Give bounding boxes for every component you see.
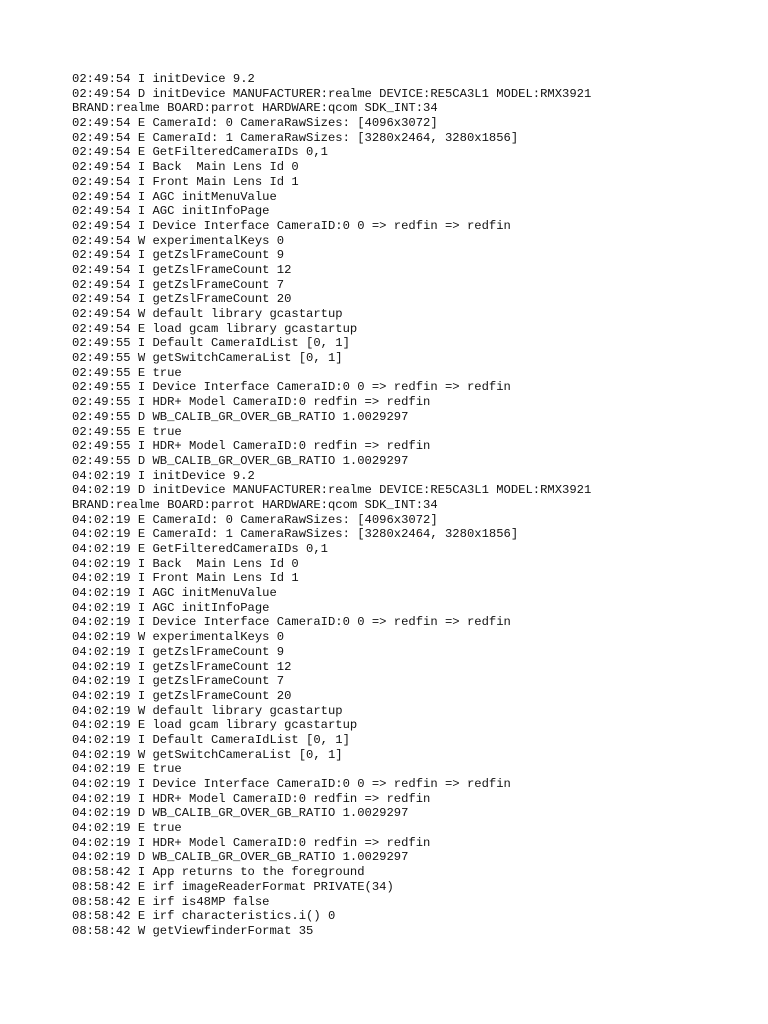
log-line: 04:02:19 W default library gcastartup [72, 703, 343, 718]
log-line: 02:49:55 E true [72, 365, 182, 380]
log-line: 04:02:19 E CameraId: 0 CameraRawSizes: [4096x3072] [72, 512, 438, 527]
log-line: 08:58:42 E irf characteristics.i() 0 [72, 909, 336, 924]
log-line: 02:49:54 I initDevice 9.2 [72, 72, 255, 86]
log-line: 02:49:54 I Back Main Lens Id 0 [72, 160, 299, 175]
log-line: 04:02:19 I getZslFrameCount 20 [72, 688, 292, 703]
log-line: 02:49:55 W getSwitchCameraList [0, 1] [72, 351, 343, 366]
log-line: 08:58:42 I App returns to the foreground [72, 865, 365, 880]
log-line: 02:49:54 E load gcam library gcastartup [72, 321, 358, 336]
log-line: 04:02:19 D WB_CALIB_GR_OVER_GB_RATIO 1.0029297 [72, 806, 409, 821]
log-line: 02:49:55 E true [72, 424, 182, 439]
log-line: 02:49:54 E GetFilteredCameraIDs 0,1 [72, 145, 328, 160]
log-line: 02:49:54 D initDevice MANUFACTURER:realme DEVICE:RE5CA3L1 MODEL:RMX3921 [72, 86, 592, 101]
log-line: 02:49:55 I HDR+ Model CameraID:0 redfin => redfin [72, 395, 431, 410]
log-line: 02:49:54 E CameraId: 0 CameraRawSizes: [4096x3072] [72, 116, 438, 131]
log-line: 04:02:19 E true [72, 821, 182, 836]
log-line: 04:02:19 W getSwitchCameraList [0, 1] [72, 747, 343, 762]
log-line: 02:49:54 I getZslFrameCount 20 [72, 292, 292, 307]
log-line: 02:49:54 W default library gcastartup [72, 307, 343, 321]
log-line: 08:58:42 E irf is48MP false [72, 894, 270, 909]
log-line: 04:02:19 W experimentalKeys 0 [72, 630, 285, 645]
log-line: 02:49:54 I Device Interface CameraID:0 0 => redfin => redfin [72, 218, 511, 233]
log-line: 04:02:19 I AGC initInfoPage [72, 600, 270, 615]
log-line: 04:02:19 E GetFilteredCameraIDs 0,1 [72, 542, 328, 556]
log-line: 02:49:54 I AGC initInfoPage [72, 204, 270, 219]
log-line: 04:02:19 D WB_CALIB_GR_OVER_GB_RATIO 1.0029297 [72, 850, 409, 865]
log-line: 04:02:19 I Back Main Lens Id 0 [72, 556, 299, 571]
log-line: 04:02:19 I initDevice 9.2 [72, 468, 255, 483]
log-line: 02:49:55 I HDR+ Model CameraID:0 redfin => redfin [72, 439, 431, 454]
log-line: 08:58:42 E irf imageReaderFormat PRIVATE(34) [72, 879, 394, 894]
log-line: 04:02:19 E true [72, 762, 182, 777]
log-line: 04:02:19 I getZslFrameCount 7 [72, 674, 285, 689]
log-line: 02:49:55 I Device Interface CameraID:0 0 => redfin => redfin [72, 380, 511, 395]
log-line: 02:49:54 I getZslFrameCount 7 [72, 277, 285, 292]
log-line: 04:02:19 I Default CameraIdList [0, 1] [72, 732, 350, 747]
log-line: 02:49:54 E CameraId: 1 CameraRawSizes: [3280x2464, 3280x1856] [72, 130, 519, 145]
log-line: 04:02:19 E load gcam library gcastartup [72, 718, 358, 733]
log-line: 04:02:19 I Device Interface CameraID:0 0 => redfin => redfin [72, 777, 511, 791]
log-line: BRAND:realme BOARD:parrot HARDWARE:qcom SDK_INT:34 [72, 497, 438, 512]
log-line: 04:02:19 I getZslFrameCount 9 [72, 644, 285, 659]
log-line: 04:02:19 I AGC initMenuValue [72, 586, 277, 601]
log-line: 02:49:55 D WB_CALIB_GR_OVER_GB_RATIO 1.0029297 [72, 409, 409, 424]
log-line: 04:02:19 D initDevice MANUFACTURER:realme DEVICE:RE5CA3L1 MODEL:RMX3921 [72, 483, 592, 498]
log-line: BRAND:realme BOARD:parrot HARDWARE:qcom SDK_INT:34 [72, 101, 438, 116]
log-text-block [72, 72, 591, 939]
log-line: 04:02:19 I Device Interface CameraID:0 0 => redfin => redfin [72, 615, 511, 630]
log-line: 02:49:54 W experimentalKeys 0 [72, 233, 285, 248]
log-line: 04:02:19 I getZslFrameCount 12 [72, 659, 292, 674]
log-line: 02:49:54 I getZslFrameCount 12 [72, 262, 292, 277]
log-line: 02:49:54 I getZslFrameCount 9 [72, 248, 285, 263]
log-line: 02:49:54 I AGC initMenuValue [72, 189, 277, 204]
log-line: 04:02:19 I Front Main Lens Id 1 [72, 571, 299, 586]
log-line: 02:49:55 D WB_CALIB_GR_OVER_GB_RATIO 1.0029297 [72, 453, 409, 468]
log-line: 02:49:54 I Front Main Lens Id 1 [72, 174, 299, 189]
log-line: 08:58:42 W getViewfinderFormat 35 [72, 923, 314, 938]
log-line: 02:49:55 I Default CameraIdList [0, 1] [72, 336, 350, 351]
log-line: 04:02:19 I HDR+ Model CameraID:0 redfin => redfin [72, 835, 431, 850]
log-line: 04:02:19 I HDR+ Model CameraID:0 redfin => redfin [72, 791, 431, 806]
log-line: 04:02:19 E CameraId: 1 CameraRawSizes: [3280x2464, 3280x1856] [72, 527, 519, 542]
